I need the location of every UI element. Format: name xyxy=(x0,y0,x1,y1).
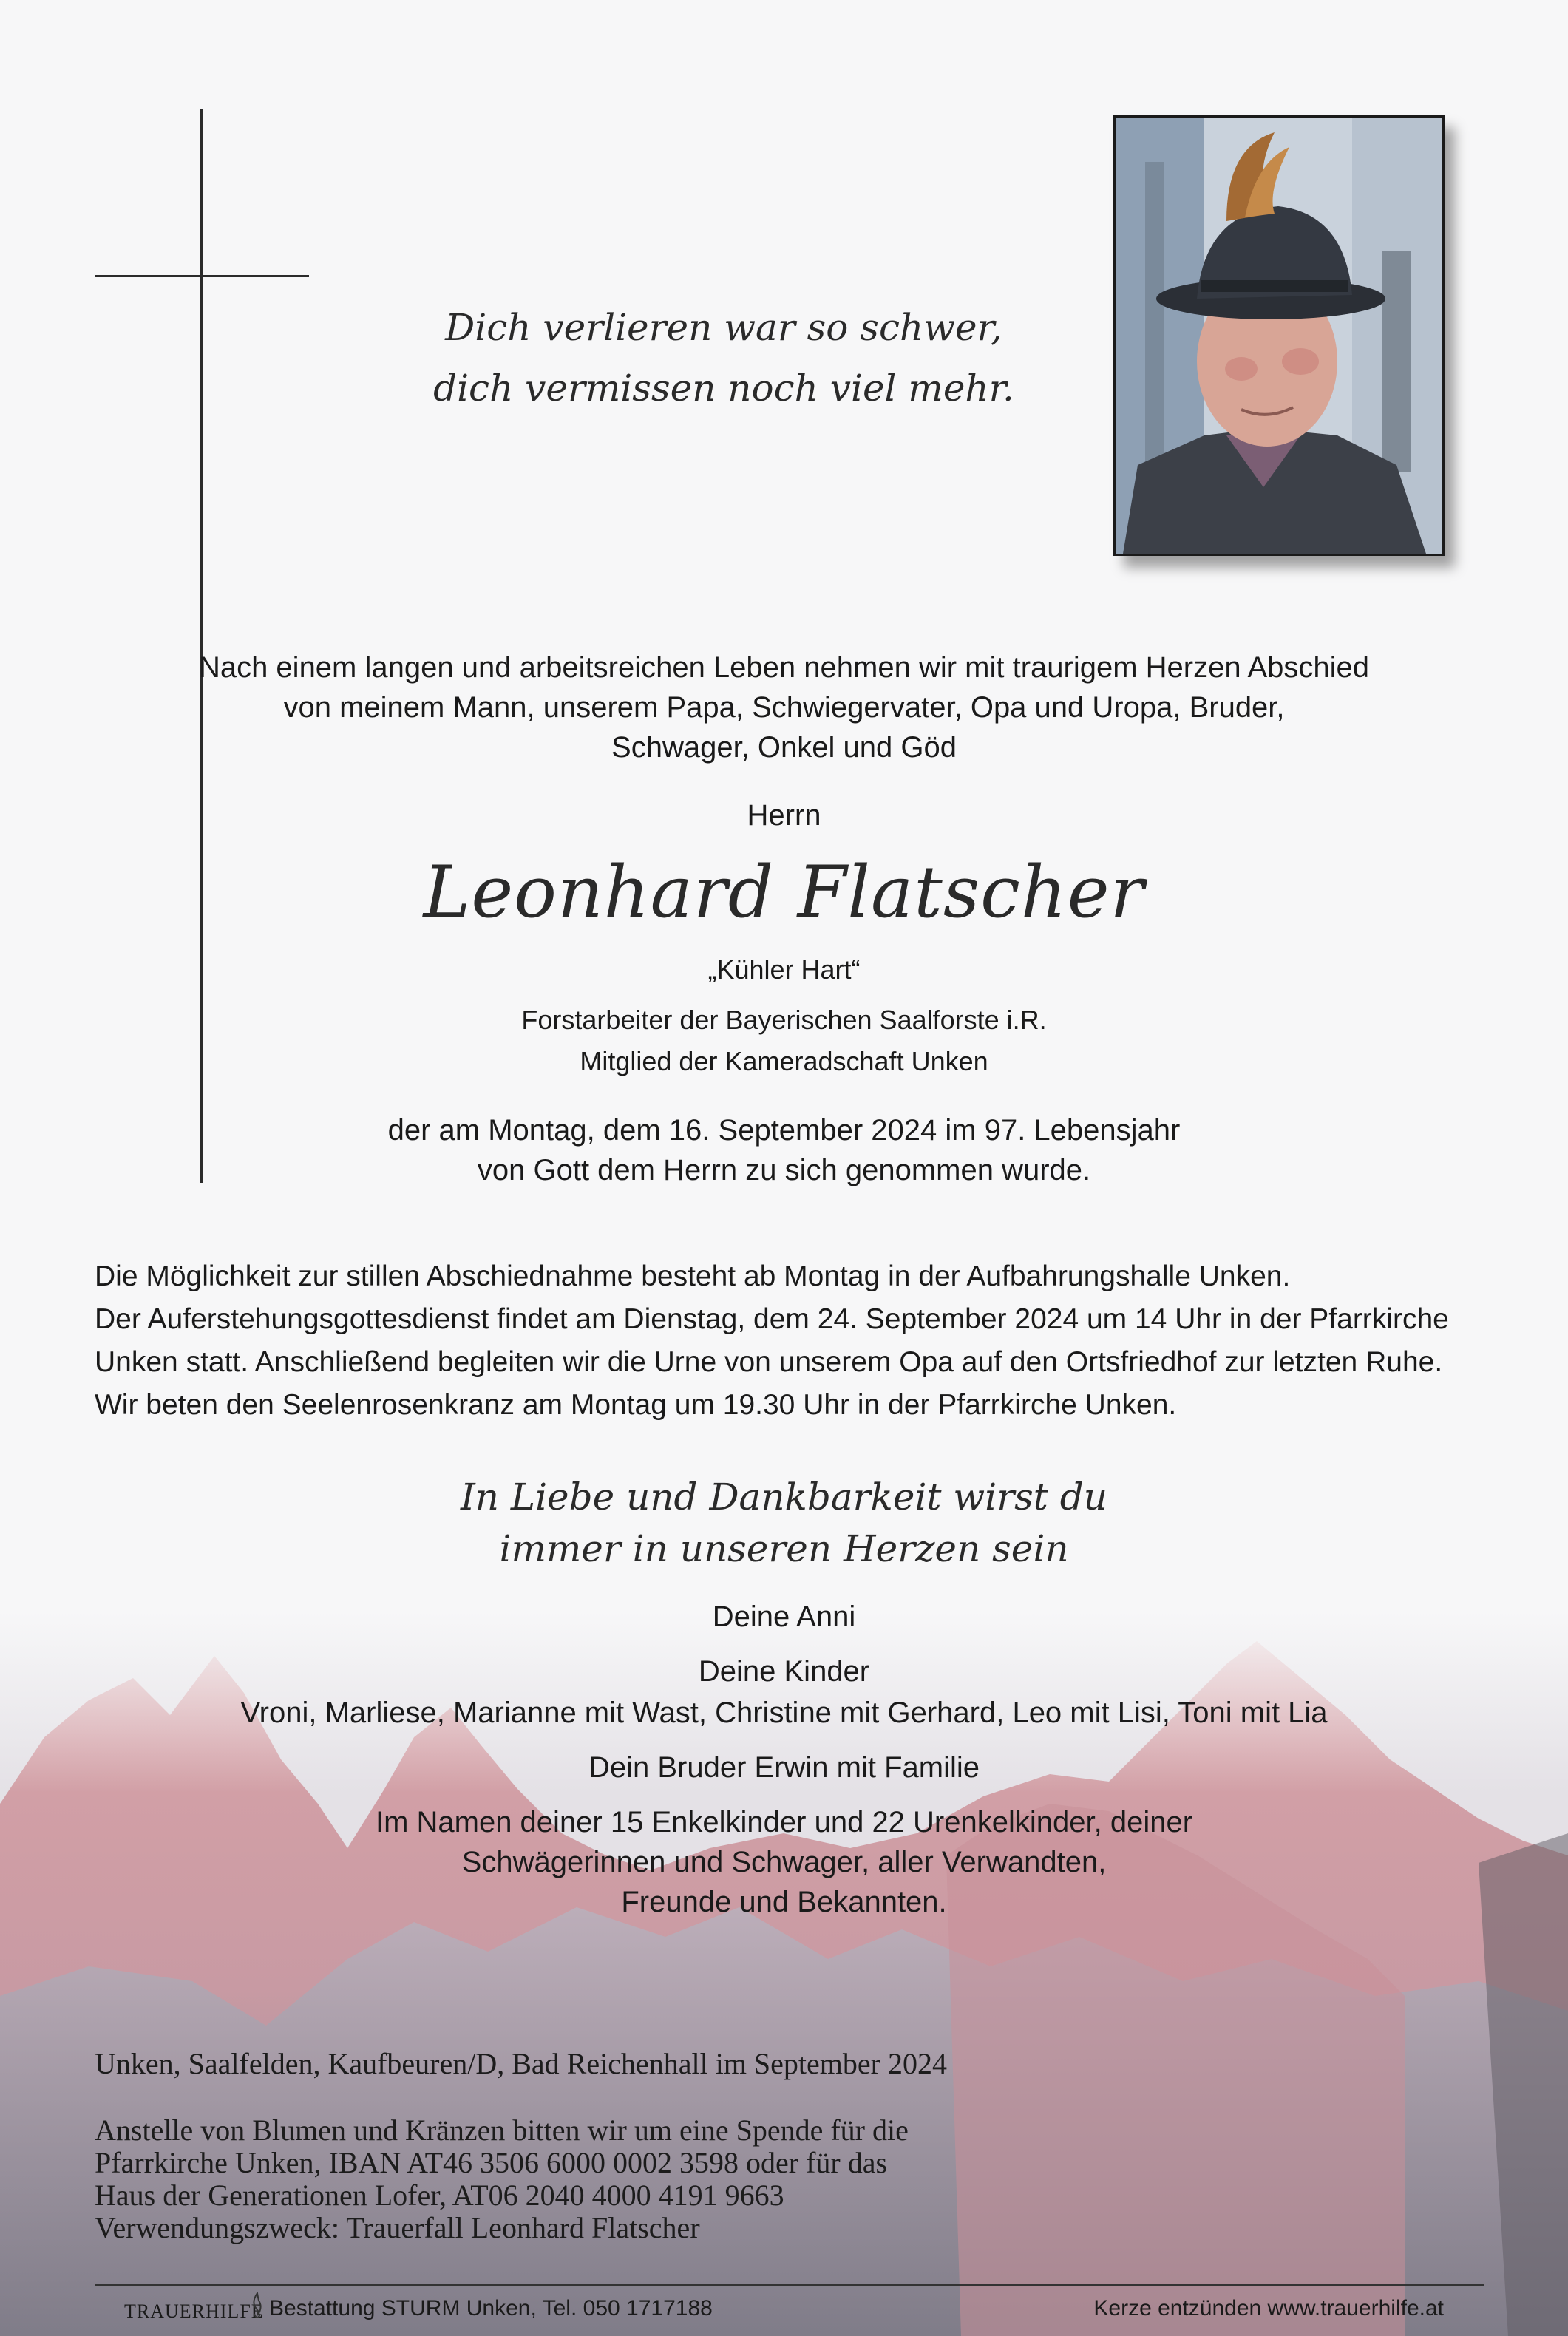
donation-line-4: Verwendungszweck: Trauerfall Leonhard Flatscher xyxy=(95,2211,700,2244)
quote xyxy=(0,297,1447,418)
donation-paragraph xyxy=(95,2114,909,2244)
ceremony-line-4: Wir beten den Seelenrosenkranz am Montag um 19.30 Uhr in der Pfarrkirche Unken. xyxy=(95,1389,1177,1421)
mourner-wife: Deine Anni xyxy=(712,1600,856,1633)
intro-line-3: Schwager, Onkel und Göd xyxy=(611,731,957,764)
membership: Mitglied der Kameradschaft Unken xyxy=(580,1046,988,1076)
footer-funeral-home: Bestattung STURM Unken, Tel. 050 1717188 xyxy=(269,2296,713,2320)
mourner-others xyxy=(0,1802,1568,1922)
ceremony-paragraph xyxy=(95,1255,1449,1427)
quote-line-2: dich vermissen noch viel mehr. xyxy=(433,367,1014,410)
mourner-brother: Dein Bruder Erwin mit Familie xyxy=(588,1751,980,1784)
footer-brand: TRAUERHILFE xyxy=(124,2301,264,2322)
footer-divider xyxy=(95,2284,1484,2286)
ceremony-line-2: Der Auferstehungsgottesdienst findet am Dienstag, dem 24. September 2024 um 14 Uhr in der Pfarrkirche xyxy=(95,1303,1449,1335)
salutation: Herrn xyxy=(747,799,821,832)
cross-horizontal-bar xyxy=(95,275,309,277)
intro-line-1: Nach einem langen und arbeitsreichen Leben nehmen wir mit traurigem Herzen Abschied xyxy=(198,651,1370,684)
mourner-children: Vroni, Marliese, Marianne mit Wast, Christine mit Gerhard, Leo mit Lisi, Toni mit Lia xyxy=(240,1697,1328,1729)
candle-flame-icon xyxy=(248,2292,266,2324)
closing-quote-line-1: In Liebe und Dankbarkeit wirst du xyxy=(461,1476,1107,1518)
intro-line-2: von meinem Mann, unserem Papa, Schwiegervater, Opa und Uropa, Bruder, xyxy=(283,691,1285,724)
intro-paragraph xyxy=(0,648,1568,767)
closing-quote xyxy=(0,1471,1568,1575)
occupation: Forstarbeiter der Bayerischen Saalforste i.R. xyxy=(521,1005,1047,1035)
deceased-name: Leonhard Flatscher xyxy=(423,851,1145,934)
mourner-others-line-1: Im Namen deiner 15 Enkelkinder und 22 Urenkelkinder, deiner xyxy=(375,1806,1193,1838)
donation-line-3: Haus der Generationen Lofer, AT06 2040 4000 4191 9663 xyxy=(95,2179,784,2212)
nickname: „Kühler Hart“ xyxy=(707,954,861,985)
donation-line-1: Anstelle von Blumen und Kränzen bitten wir um eine Spende für die xyxy=(95,2113,909,2147)
quote-line-1: Dich verlieren war so schwer, xyxy=(445,306,1002,349)
place-date: Unken, Saalfelden, Kaufbeuren/D, Bad Reichenhall im September 2024 xyxy=(95,2047,947,2080)
ceremony-line-3: Unken statt. Anschließend begleiten wir die Urne von unserem Opa auf den Ortsfriedhof zur letzten Ruhe. xyxy=(95,1346,1443,1378)
death-notice xyxy=(0,1110,1568,1190)
donation-line-2: Pfarrkirche Unken, IBAN AT46 3506 6000 0002 3598 oder für das xyxy=(95,2146,888,2179)
mourner-others-line-3: Freunde und Bekannten. xyxy=(621,1886,947,1918)
death-line-2: von Gott dem Herrn zu sich genommen wurde. xyxy=(477,1154,1091,1186)
mourner-children-title: Deine Kinder xyxy=(698,1655,870,1688)
closing-quote-line-2: immer in unseren Herzen sein xyxy=(499,1527,1069,1570)
candle-link[interactable]: Kerze entzünden www.trauerhilfe.at xyxy=(1093,2296,1444,2320)
mourner-others-line-2: Schwägerinnen und Schwager, aller Verwandten, xyxy=(461,1846,1107,1878)
death-line-1: der am Montag, dem 16. September 2024 im 97. Lebensjahr xyxy=(387,1114,1181,1147)
ceremony-line-1: Die Möglichkeit zur stillen Abschiednahme besteht ab Montag in der Aufbahrungshalle Unken. xyxy=(95,1260,1291,1292)
